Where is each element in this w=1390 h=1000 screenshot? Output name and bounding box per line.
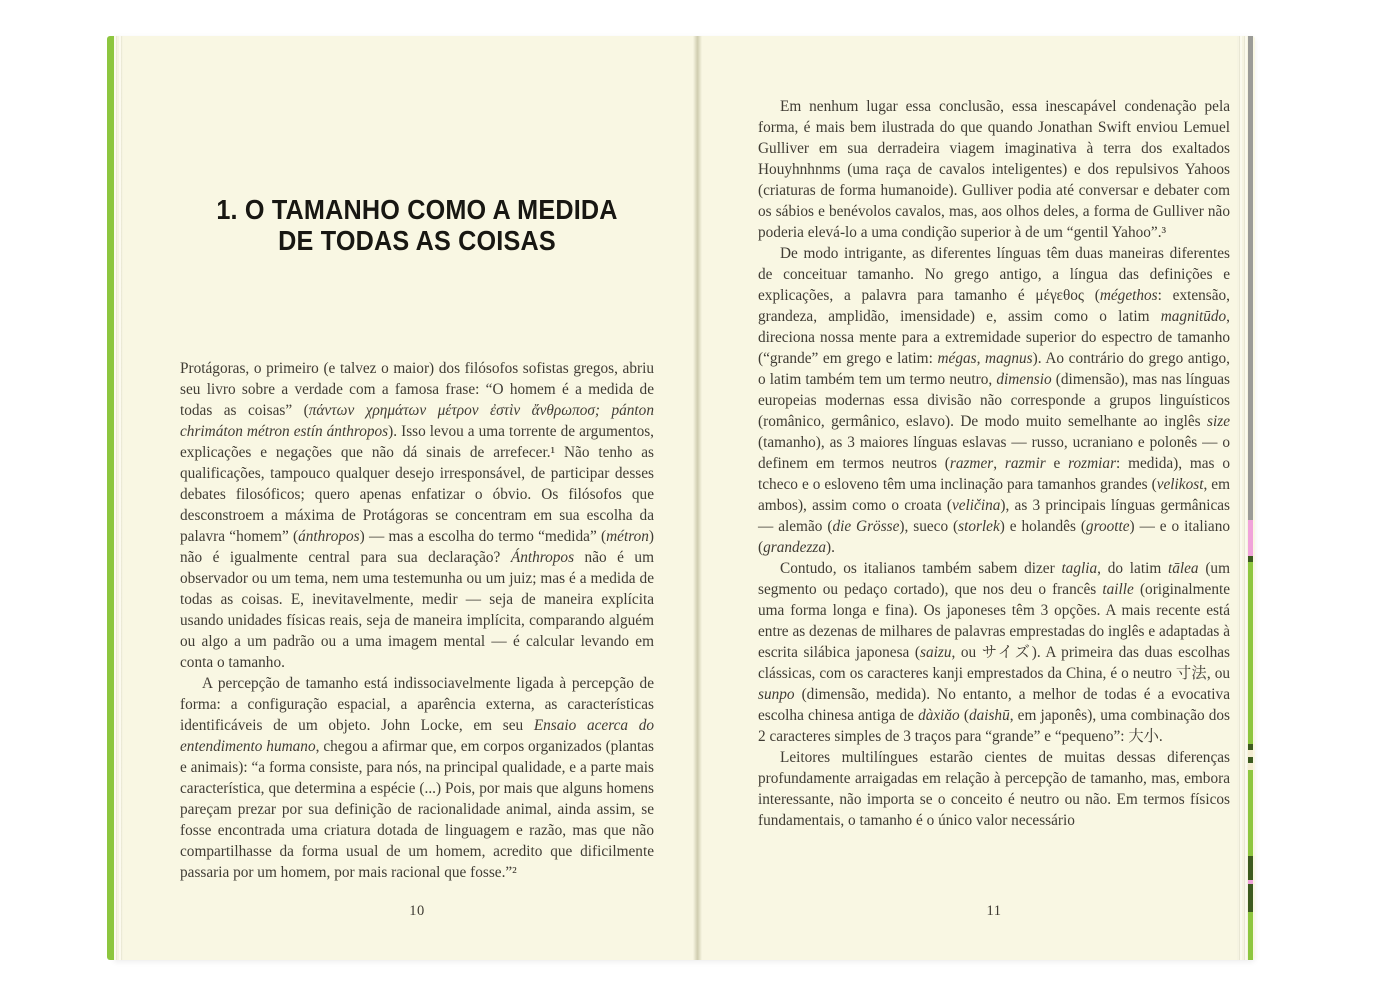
chapter-title-line1: 1. O TAMANHO COMO A MEDIDA <box>216 194 618 225</box>
page-edges-right <box>1237 36 1248 960</box>
fore-edge-segment <box>1248 562 1253 744</box>
page-right <box>758 36 1230 960</box>
book-spread <box>107 36 1255 960</box>
right-page-body <box>758 96 1230 831</box>
page-number-left: 10 <box>409 903 425 919</box>
body-paragraph: Leitores multilíngues estarão cientes de muitas dessas diferenças profundamente arraigadas em relação à percepção de tamanho, mas, embora interessante, não importa se o conceito é neutro ou não. Em termos físicos fundamentais, o tamanho é o único valor necessário <box>758 749 1230 829</box>
fore-edge-segment <box>1248 763 1253 770</box>
fore-edge-segment <box>1248 912 1253 960</box>
body-paragraph: A percepção de tamanho está indissociavelmente ligada à percepção de forma: a configuração espacial, a aparência externa, as características identificáveis de um objeto. John Locke, em seu Ensaio acerca do entendimento humano, chegou a afirmar que, em corpos organizados (plantas e animais): “a forma consiste, para nós, na principal qualidade, e a parte mais característica, que determina a espécie (...) Pois, por mais que alguns homens pareçam prezar por sua definição de racionalidade animal, ainda assim, se fosse encontrada uma criatura dotada de linguagem e razão, mas que não compartilhasse da forma usual de um homem, acredito que dificilmente passaria por um homem, por mais racional que fosse.”² <box>180 675 654 881</box>
body-paragraph: Em nenhum lugar essa conclusão, essa inescapável condenação pela forma, é mais bem ilustrada do que quando Jonathan Swift enviou Lemuel Gulliver em sua derradeira viagem imaginativa à terra dos exaltados Houyhnhnms (uma raça de cavalos inteligentes) e dos repulsivos Yahoos (criaturas de forma humanoide). Gulliver podia até conversar e debater com os sábios e benévolos cavalos, mas, aos olhos deles, a forma de Gulliver não poderia elevá-lo a uma condição superior à de um “gentil Yahoo”.³ <box>758 98 1230 241</box>
fore-edge-segment <box>1248 750 1253 757</box>
fore-edge-strip <box>1248 36 1253 960</box>
page-number-right: 11 <box>986 903 1002 919</box>
fore-edge-segment <box>1248 770 1253 856</box>
body-paragraph: Contudo, os italianos também sabem dizer taglia, do latim tālea (um segmento ou pedaço cortado), que nos deu o francês taille (originalmente uma forma longa e fina). Os japoneses têm 3 opções. A mais recente está entre as dezenas de milhares de palavras emprestadas do inglês e adaptadas à escrita silábica japonesa (saizu, ou サイズ). A primeira das duas escolhas clássicas, com os caracteres kanji emprestados da China, é o neutro 寸法, ou sunpo (dimensão, medida). No entanto, a melhor de todas é a evocativa escolha chinesa antiga de dàxiăo (daishū, em japonês), uma combinação dos 2 caracteres simples de 3 traços para “grande” e “pequeno”: 大小. <box>758 560 1231 745</box>
left-page-body <box>180 358 654 883</box>
page-left <box>180 36 654 960</box>
chapter-title <box>204 194 631 256</box>
book-cover-edge <box>107 36 114 960</box>
fore-edge-segment <box>1248 520 1253 556</box>
page-edges-left <box>114 36 123 960</box>
book-gutter <box>693 36 702 960</box>
fore-edge-segment <box>1248 856 1253 880</box>
body-paragraph: De modo intrigante, as diferentes línguas têm duas maneiras diferentes de conceituar tamanho. No grego antigo, a língua das definições e explicações, a palavra para tamanho é μέγεθος (mégethos: extensão, grandeza, amplidão, imensidade) e, assim como o latim magnitūdo, direciona nossa mente para a extremidade superior do espectro de tamanho (“grande” em grego e latim: mégas, magnus). Ao contrário do grego antigo, o latim também tem um termo neutro, dimensio (dimensão), mas nas línguas europeias modernas essa divisão não corresponde a grupos linguísticos (românico, germânico, eslavo). De modo muito semelhante ao inglês size (tamanho), as 3 maiores línguas eslavas — russo, ucraniano e polonês — o definem em termos neutros (razmer, razmir e rozmiar: medida), mas o tcheco e o esloveno têm uma inclinação para tamanhos grandes (velikost, em ambos), assim como o croata (veličina), as 3 principais línguas germânicas — alemão (die Grösse), sueco (storlek) e holandês (grootte) — e o italiano (grandezza). <box>758 245 1230 556</box>
fore-edge-segment <box>1248 884 1253 912</box>
body-paragraph: Protágoras, o primeiro (e talvez o maior) dos filósofos sofistas gregos, abriu seu livro sobre a verdade com a famosa frase: “O homem é a medida de todas as coisas” (πάντων χρημάτων μέτρον ἐστὶν ἄνθρωποσ; pánton chrimáton métron estín ánthropos). Isso levou a uma torrente de argumentos, explicações e negações que não dá sinais de arrefecer.¹ Não tenho as qualificações, tampouco qualquer desejo irresponsável, de participar desses debates filosóficos; quero apenas enfatizar o óbvio. Os filósofos que desconstroem a máxima de Protágoras se concentram em sua escolha da palavra “homem” (ánthropos) — mas a escolha do termo “medida” (métron) não é igualmente central para sua declaração? Ánthropos não é um observador ou um tema, nem uma testemunha ou um juiz; mas é a medida de todas as coisas. E, inevitavelmente, medir — seja de maneira explícita usando unidades físicas reais, seja de maneira implícita, comparando alguém ou algo a um padrão ou a uma imagem mental — é calcular levando em conta o tamanho. <box>180 360 654 671</box>
fore-edge-segment <box>1248 36 1253 520</box>
chapter-title-line2: DE TODAS AS COISAS <box>278 225 556 256</box>
